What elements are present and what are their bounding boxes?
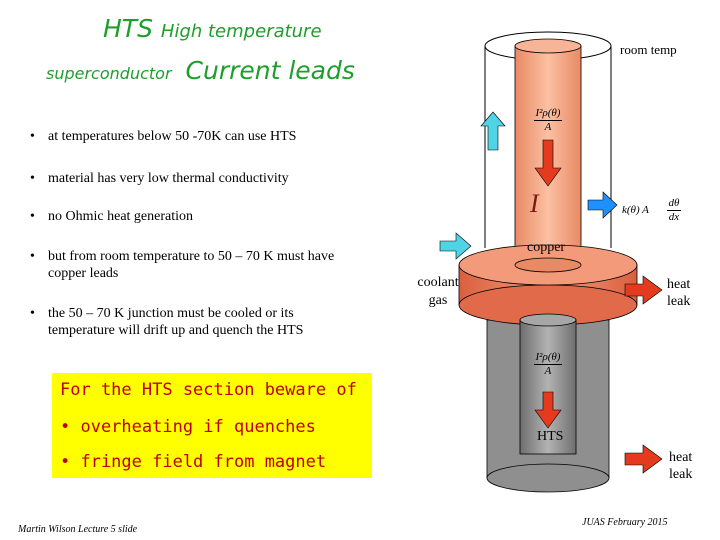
formula-denominator: A — [544, 365, 552, 377]
heat-leak-arrow-lower — [625, 445, 662, 473]
formula-conduction-coefficient: k(θ) A — [622, 204, 649, 216]
coolant-gas-label — [416, 274, 460, 310]
junction-flange — [459, 245, 637, 325]
gas-label-line: gas — [428, 293, 448, 308]
current-symbol: I — [530, 189, 539, 218]
formula-fraction — [665, 197, 683, 224]
formula-ohmic-lower — [522, 351, 574, 378]
heat-leak-upper-label — [667, 276, 690, 310]
leak-label-line: leak — [669, 467, 693, 482]
title-superconductor: superconductor — [46, 64, 172, 83]
hts-label: HTS — [537, 429, 564, 444]
heat-leak-lower-label — [669, 449, 692, 483]
room-temp-label: room temp — [620, 42, 677, 57]
leak-label-line: leak — [667, 294, 691, 309]
title-current-leads: Current leads — [185, 56, 355, 85]
formula-denominator: A — [544, 121, 552, 133]
heat-label-line: heat — [667, 277, 691, 292]
title-high-temperature: High temperature — [160, 21, 322, 42]
formula-numerator: dθ — [668, 197, 680, 209]
warning-item-fringe-field: • fringe field from magnet — [60, 452, 327, 472]
copper-label: copper — [527, 240, 566, 255]
conduction-arrow-right — [588, 192, 617, 218]
bullet-item: • material has very low thermal conductivity — [30, 170, 360, 187]
formula-denominator: dx — [668, 211, 680, 223]
warning-item-overheating: • overheating if quenches — [60, 417, 316, 437]
bullet-item: • at temperatures below 50 -70K can use HTS — [30, 128, 360, 145]
coolant-arrow-in — [440, 233, 471, 259]
bullet-item: • no Ohmic heat generation — [30, 208, 360, 225]
footer-author: Martin Wilson Lecture 5 slide — [18, 524, 138, 535]
heat-label-line: heat — [669, 450, 693, 465]
footer-event: JUAS February 2015 — [582, 517, 668, 528]
title-hts: HTS — [103, 14, 153, 43]
bullet-item: • the 50 – 70 K junction must be cooled or its temperature will drift up and quench the HTS — [30, 305, 360, 339]
warning-heading: For the HTS section beware of — [60, 380, 357, 400]
formula-numerator: I²ρ(θ) — [535, 107, 561, 119]
coolant-label-line: coolant — [417, 275, 459, 290]
formula-numerator: I²ρ(θ) — [535, 351, 561, 363]
formula-ohmic-upper — [522, 107, 574, 134]
bullet-item: • but from room temperature to 50 – 70 K must have copper leads — [30, 248, 360, 282]
